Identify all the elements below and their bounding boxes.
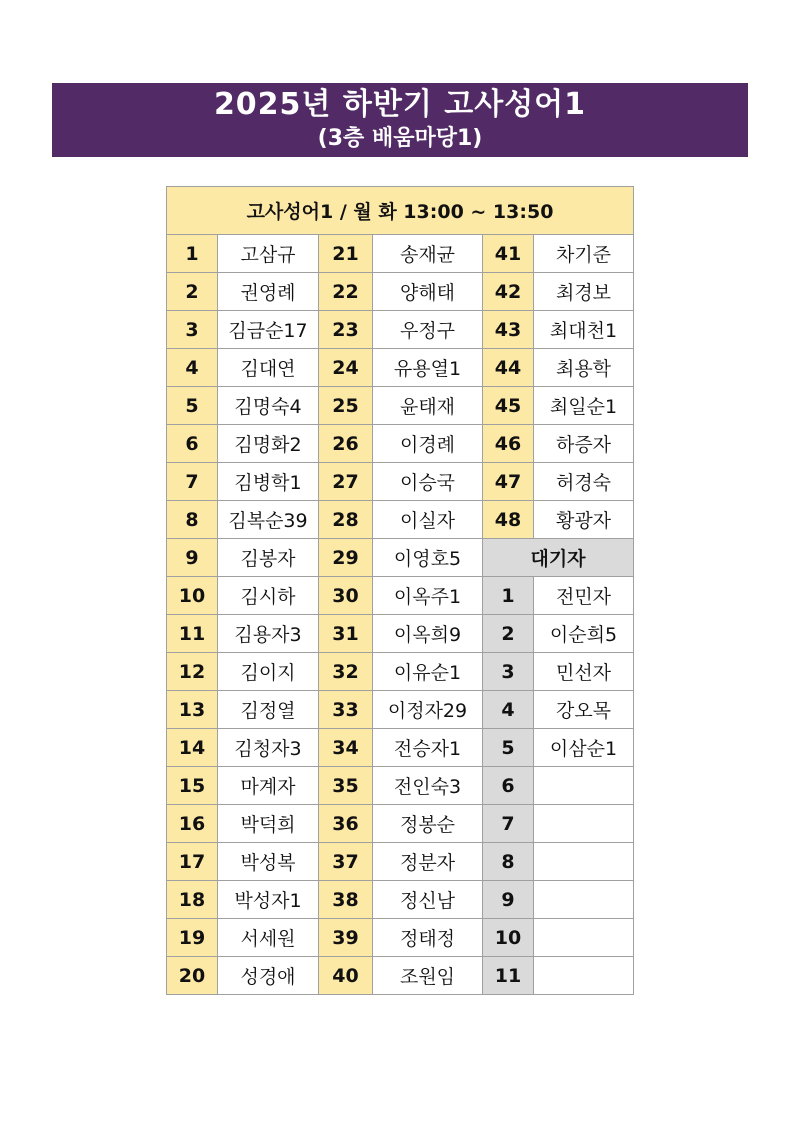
member-name: 김용자3: [218, 615, 319, 653]
member-number: 1: [167, 235, 218, 273]
table-row: [167, 425, 634, 463]
member-number: 8: [167, 501, 218, 539]
member-name: 윤태재: [373, 387, 483, 425]
member-name: 차기준: [534, 235, 634, 273]
member-name: 이옥희9: [373, 615, 483, 653]
member-name: 양해태: [373, 273, 483, 311]
member-number: 7: [167, 463, 218, 501]
table-row: [167, 615, 634, 653]
member-number: 5: [167, 387, 218, 425]
member-name: 김청자3: [218, 729, 319, 767]
waitlist-number: 4: [483, 691, 534, 729]
table-row: [167, 235, 634, 273]
table-row: [167, 691, 634, 729]
member-number: 42: [483, 273, 534, 311]
table-row: [167, 805, 634, 843]
member-name: 이옥주1: [373, 577, 483, 615]
member-name: 이정자29: [373, 691, 483, 729]
member-name: 전인숙3: [373, 767, 483, 805]
member-number: 16: [167, 805, 218, 843]
member-number: 29: [319, 539, 373, 577]
member-name: 허경숙: [534, 463, 634, 501]
table-row: [167, 729, 634, 767]
member-number: 9: [167, 539, 218, 577]
waitlist-number: 7: [483, 805, 534, 843]
table-row: [167, 653, 634, 691]
member-name: 전승자1: [373, 729, 483, 767]
member-number: 45: [483, 387, 534, 425]
member-number: 47: [483, 463, 534, 501]
waitlist-name: 전민자: [534, 577, 634, 615]
member-name: 김정열: [218, 691, 319, 729]
member-name: 하증자: [534, 425, 634, 463]
table-header: 고사성어1 / 월 화 13:00 ~ 13:50: [167, 187, 634, 235]
member-number: 30: [319, 577, 373, 615]
member-number: 26: [319, 425, 373, 463]
waitlist-number: 8: [483, 843, 534, 881]
member-name: 이영호5: [373, 539, 483, 577]
member-name: 김병학1: [218, 463, 319, 501]
member-name: 박덕희: [218, 805, 319, 843]
member-number: 40: [319, 957, 373, 995]
waitlist-number: 5: [483, 729, 534, 767]
table-row: [167, 957, 634, 995]
waitlist-name: [534, 919, 634, 957]
member-name: 정분자: [373, 843, 483, 881]
waitlist-name: 이순희5: [534, 615, 634, 653]
table-row: [167, 273, 634, 311]
waitlist-name: [534, 805, 634, 843]
member-number: 38: [319, 881, 373, 919]
table-row: [167, 577, 634, 615]
title-banner: [52, 83, 748, 157]
member-name: 이승국: [373, 463, 483, 501]
member-name: 마계자: [218, 767, 319, 805]
member-number: 20: [167, 957, 218, 995]
page-subtitle: (3층 배움마당1): [317, 126, 483, 151]
member-name: 이실자: [373, 501, 483, 539]
member-name: 권영례: [218, 273, 319, 311]
table-row: [167, 919, 634, 957]
member-number: 19: [167, 919, 218, 957]
member-number: 48: [483, 501, 534, 539]
member-number: 13: [167, 691, 218, 729]
member-name: 황광자: [534, 501, 634, 539]
table-row: [167, 767, 634, 805]
member-number: 36: [319, 805, 373, 843]
table-row: [167, 843, 634, 881]
member-name: 김봉자: [218, 539, 319, 577]
member-number: 44: [483, 349, 534, 387]
table-row: [167, 349, 634, 387]
waitlist-name: [534, 843, 634, 881]
waitlist-name: [534, 957, 634, 995]
member-name: 최대천1: [534, 311, 634, 349]
waitlist-number: 10: [483, 919, 534, 957]
waitlist-name: [534, 881, 634, 919]
member-name: 정태정: [373, 919, 483, 957]
waitlist-name: 강오목: [534, 691, 634, 729]
member-name: 우정구: [373, 311, 483, 349]
member-number: 10: [167, 577, 218, 615]
waitlist-name: 이삼순1: [534, 729, 634, 767]
member-number: 17: [167, 843, 218, 881]
member-name: 김명화2: [218, 425, 319, 463]
member-number: 18: [167, 881, 218, 919]
member-number: 23: [319, 311, 373, 349]
member-name: 최경보: [534, 273, 634, 311]
member-number: 21: [319, 235, 373, 273]
waitlist-number: 6: [483, 767, 534, 805]
page-title: 2025년 하반기 고사성어1: [213, 87, 587, 122]
waitlist-number: 1: [483, 577, 534, 615]
table-row: [167, 881, 634, 919]
member-number: 25: [319, 387, 373, 425]
member-number: 41: [483, 235, 534, 273]
member-number: 46: [483, 425, 534, 463]
member-number: 14: [167, 729, 218, 767]
waitlist-name: 민선자: [534, 653, 634, 691]
member-name: 최일순1: [534, 387, 634, 425]
member-name: 김복순39: [218, 501, 319, 539]
member-number: 27: [319, 463, 373, 501]
table-row: [167, 539, 634, 577]
member-number: 37: [319, 843, 373, 881]
member-name: 김대연: [218, 349, 319, 387]
member-name: 이유순1: [373, 653, 483, 691]
member-number: 43: [483, 311, 534, 349]
member-number: 39: [319, 919, 373, 957]
member-name: 송재균: [373, 235, 483, 273]
member-name: 조원임: [373, 957, 483, 995]
member-number: 28: [319, 501, 373, 539]
member-name: 김시하: [218, 577, 319, 615]
member-name: 정신남: [373, 881, 483, 919]
member-name: 서세원: [218, 919, 319, 957]
member-number: 4: [167, 349, 218, 387]
member-name: 박성복: [218, 843, 319, 881]
member-number: 3: [167, 311, 218, 349]
table-row: [167, 501, 634, 539]
member-name: 최용학: [534, 349, 634, 387]
member-name: 정봉순: [373, 805, 483, 843]
member-number: 12: [167, 653, 218, 691]
member-number: 22: [319, 273, 373, 311]
table-row: [167, 311, 634, 349]
member-number: 6: [167, 425, 218, 463]
member-name: 이경례: [373, 425, 483, 463]
member-name: 성경애: [218, 957, 319, 995]
waitlist-name: [534, 767, 634, 805]
member-number: 24: [319, 349, 373, 387]
member-name: 김명숙4: [218, 387, 319, 425]
member-name: 유용열1: [373, 349, 483, 387]
member-number: 35: [319, 767, 373, 805]
member-name: 박성자1: [218, 881, 319, 919]
member-number: 33: [319, 691, 373, 729]
waitlist-label: 대기자: [483, 539, 634, 577]
table-row: [167, 463, 634, 501]
waitlist-number: 11: [483, 957, 534, 995]
member-number: 15: [167, 767, 218, 805]
member-name: 김금순17: [218, 311, 319, 349]
member-number: 32: [319, 653, 373, 691]
member-number: 2: [167, 273, 218, 311]
roster-table: [166, 186, 634, 995]
member-number: 34: [319, 729, 373, 767]
waitlist-number: 9: [483, 881, 534, 919]
waitlist-number: 2: [483, 615, 534, 653]
member-name: 김이지: [218, 653, 319, 691]
waitlist-number: 3: [483, 653, 534, 691]
member-number: 11: [167, 615, 218, 653]
member-number: 31: [319, 615, 373, 653]
table-row: [167, 387, 634, 425]
member-name: 고삼규: [218, 235, 319, 273]
